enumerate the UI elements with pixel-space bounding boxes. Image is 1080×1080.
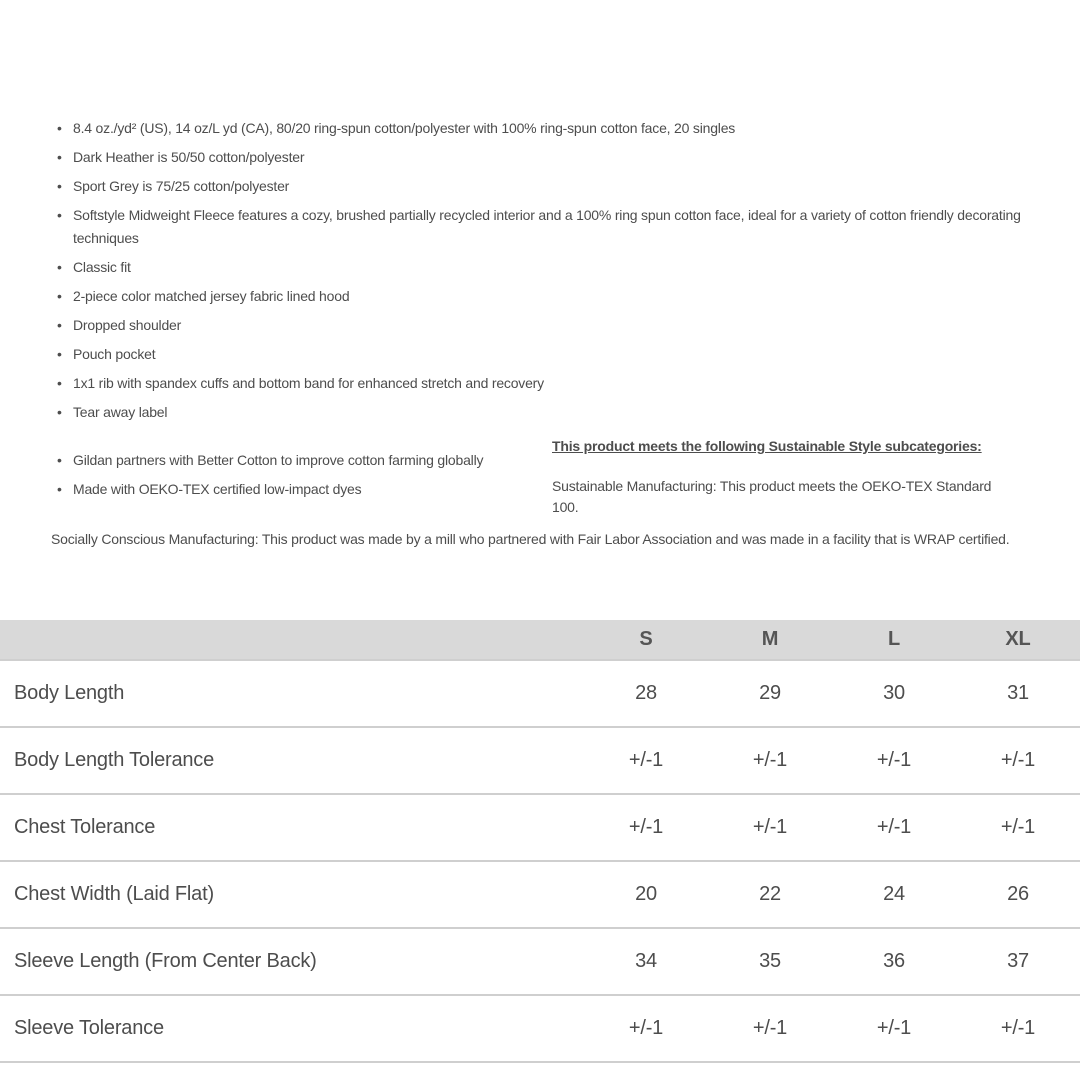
size-value-cell: +/-1 <box>708 794 832 861</box>
table-row <box>0 794 1080 861</box>
sustainable-manufacturing-text: Sustainable Manufacturing: This product meets the OEKO-TEX Standard 100. <box>552 478 992 515</box>
measurement-label: Body Length <box>0 660 584 727</box>
spec-bullet: • Dropped shoulder <box>51 314 1031 337</box>
size-value-cell: 20 <box>584 861 708 928</box>
size-value-cell: +/-1 <box>956 995 1080 1062</box>
sustainability-bullet: • Made with OEKO-TEX certified low-impact dyes <box>51 478 556 501</box>
spec-bullet: • Dark Heather is 50/50 cotton/polyester <box>51 146 1031 169</box>
size-value-cell: +/-1 <box>584 727 708 794</box>
size-value-cell: 26 <box>956 861 1080 928</box>
size-value-cell: +/-1 <box>708 995 832 1062</box>
size-column-header: M <box>708 620 832 660</box>
size-value-cell: 37 <box>956 928 1080 995</box>
size-chart-corner-cell <box>0 620 584 660</box>
spec-bullet: • Pouch pocket <box>51 343 1031 366</box>
table-row <box>0 995 1080 1062</box>
sustainable-style-panel <box>552 437 1007 518</box>
size-value-cell: +/-1 <box>708 727 832 794</box>
size-column-header: S <box>584 620 708 660</box>
size-chart-header-row <box>0 620 1080 660</box>
size-column-header: L <box>832 620 956 660</box>
sustainable-style-heading: This product meets the following Sustainable Style subcategories: <box>552 438 982 454</box>
measurement-label: Sleeve Tolerance <box>0 995 584 1062</box>
product-spec-list <box>51 117 1031 430</box>
size-value-cell: 31 <box>956 660 1080 727</box>
size-value-cell: 29 <box>708 660 832 727</box>
measurement-label: Sleeve Length (From Center Back) <box>0 928 584 995</box>
size-value-cell: 34 <box>584 928 708 995</box>
table-row <box>0 928 1080 995</box>
size-value-cell: +/-1 <box>832 727 956 794</box>
size-value-cell: 35 <box>708 928 832 995</box>
size-column-header: XL <box>956 620 1080 660</box>
socially-conscious-text: Socially Conscious Manufacturing: This product was made by a mill who partnered with Fair Labor Association and was made in a facility that is WRAP certified. <box>51 531 1010 547</box>
size-value-cell: 30 <box>832 660 956 727</box>
sustainability-section <box>51 437 1051 515</box>
size-chart <box>0 620 1080 1063</box>
table-row <box>0 660 1080 727</box>
size-value-cell: 22 <box>708 861 832 928</box>
size-value-cell: +/-1 <box>832 794 956 861</box>
spec-bullet: • 1x1 rib with spandex cuffs and bottom band for enhanced stretch and recovery <box>51 372 1031 395</box>
table-row <box>0 727 1080 794</box>
size-value-cell: +/-1 <box>584 794 708 861</box>
size-value-cell: 28 <box>584 660 708 727</box>
size-value-cell: 24 <box>832 861 956 928</box>
measurement-label: Chest Width (Laid Flat) <box>0 861 584 928</box>
size-chart-table <box>0 620 1080 1063</box>
spec-bullet: • Classic fit <box>51 256 1031 279</box>
size-value-cell: +/-1 <box>956 727 1080 794</box>
size-value-cell: +/-1 <box>832 995 956 1062</box>
sustainability-bullet-list <box>51 449 556 501</box>
measurement-label: Body Length Tolerance <box>0 727 584 794</box>
size-value-cell: +/-1 <box>584 995 708 1062</box>
spec-bullet: • Softstyle Midweight Fleece features a cozy, brushed partially recycled interior and a 100% ring spun cotton face, ideal for a variety of cotton friendly decorating techniques <box>51 204 1031 250</box>
spec-bullet: • 2-piece color matched jersey fabric lined hood <box>51 285 1031 308</box>
spec-bullet: • 8.4 oz./yd² (US), 14 oz/L yd (CA), 80/20 ring-spun cotton/polyester with 100% ring-spun cotton face, 20 singles <box>51 117 1031 140</box>
sustainability-bullet: • Gildan partners with Better Cotton to improve cotton farming globally <box>51 449 556 472</box>
table-row <box>0 861 1080 928</box>
spec-bullet: • Sport Grey is 75/25 cotton/polyester <box>51 175 1031 198</box>
spec-bullet: • Tear away label <box>51 401 1031 424</box>
measurement-label: Chest Tolerance <box>0 794 584 861</box>
size-value-cell: 36 <box>832 928 956 995</box>
size-value-cell: +/-1 <box>956 794 1080 861</box>
